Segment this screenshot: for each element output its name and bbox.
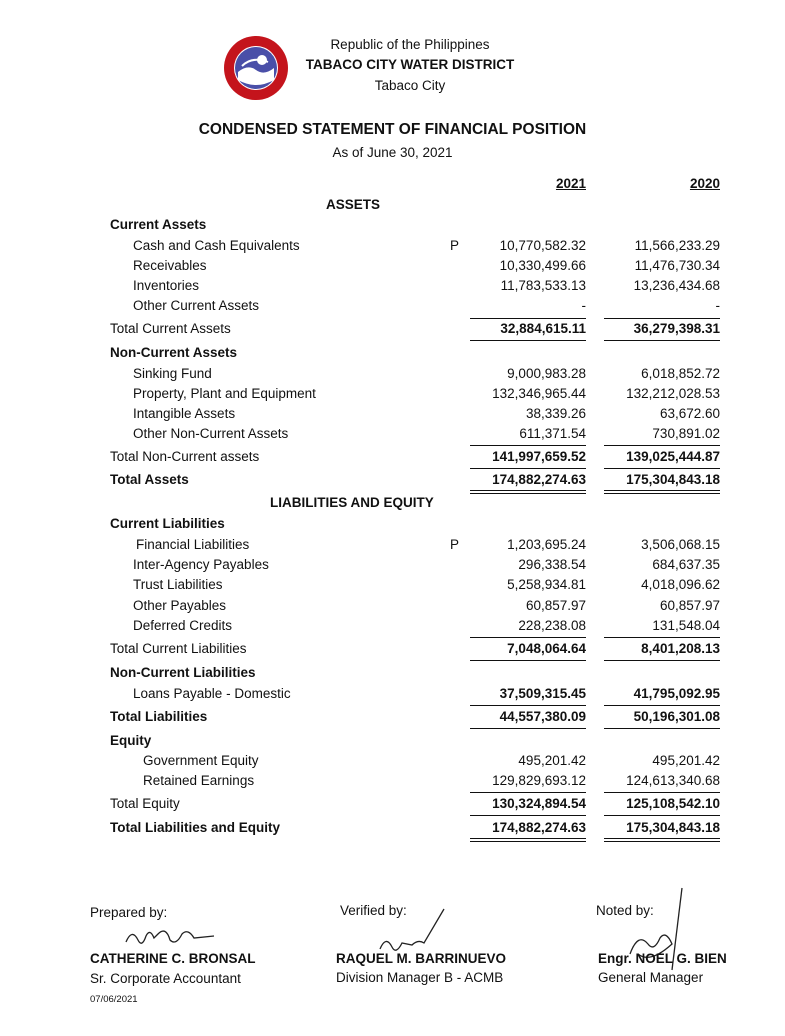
value-2020: 139,025,444.87 (626, 449, 720, 464)
row-label: Sinking Fund (133, 366, 212, 381)
row-label: Receivables (133, 258, 207, 273)
total-rule (604, 815, 720, 816)
total-rule (470, 340, 586, 341)
prepared-by-caption: Prepared by: (90, 905, 168, 920)
total-rule (470, 468, 586, 469)
table-row (0, 278, 785, 298)
row-label: Government Equity (143, 753, 259, 768)
total-rule (604, 660, 720, 661)
row-label: Financial Liabilities (136, 537, 250, 552)
row-label: Other Current Assets (133, 298, 260, 313)
value-2020: 125,108,542.10 (626, 796, 720, 811)
section-label: Equity (110, 733, 152, 748)
value-2021: 5,258,934.81 (507, 577, 586, 592)
verifier-name: RAQUEL M. BARRINUEVO (336, 951, 507, 966)
total-rule (604, 340, 720, 341)
section-label: Non-Current Assets (110, 345, 238, 360)
value-2021: 32,884,615.11 (500, 321, 586, 336)
value-2021: 1,203,695.24 (507, 537, 586, 552)
total-rule (604, 468, 720, 469)
value-2021: 129,829,693.12 (492, 773, 586, 788)
value-2021: 44,557,380.09 (499, 709, 586, 724)
row-label: Inter-Agency Payables (133, 557, 269, 572)
total-rule (470, 660, 586, 661)
value-2021: 9,000,983.28 (507, 366, 586, 381)
value-2021: 38,339.26 (525, 406, 586, 421)
value-2021: 174,882,274.63 (492, 472, 586, 487)
table-row (0, 577, 785, 597)
subtotal-rule (604, 318, 720, 319)
double-rule (604, 838, 720, 842)
value-2020: 50,196,301.08 (633, 709, 720, 724)
total-rule (470, 705, 586, 706)
table-row (0, 537, 785, 557)
value-2020: 41,795,092.95 (633, 686, 720, 701)
value-2020: 3,506,068.15 (641, 537, 720, 552)
row-label: Retained Earnings (143, 773, 255, 788)
double-rule (604, 490, 720, 494)
table-row (0, 298, 785, 318)
value-2021: 296,338.54 (518, 557, 586, 572)
table-row (0, 449, 785, 469)
section-label: Current Assets (110, 217, 207, 232)
value-2020: 11,476,730.34 (634, 258, 720, 273)
subtotal-rule (470, 318, 586, 319)
value-2020: 175,304,843.18 (626, 472, 720, 487)
republic-line: Republic of the Philippines (330, 37, 490, 52)
table-row (0, 665, 785, 685)
verified-by-caption: Verified by: (340, 903, 407, 918)
noter-name: Engr. NOEL G. BIEN (598, 951, 727, 966)
preparer-position: Sr. Corporate Accountant (90, 971, 241, 986)
double-rule (470, 490, 586, 494)
subtotal-rule (604, 637, 720, 638)
value-2021: 174,882,274.63 (492, 820, 586, 835)
row-label: Total Liabilities (110, 709, 208, 724)
value-2021: - (581, 298, 586, 313)
row-label: Deferred Credits (133, 618, 233, 633)
section-label: Current Liabilities (110, 516, 225, 531)
row-label: Loans Payable - Domestic (133, 686, 291, 701)
city-name: Tabaco City (374, 78, 446, 93)
signature-scribble-icon (122, 922, 222, 952)
value-2021: 495,201.42 (518, 753, 586, 768)
subtotal-rule (470, 792, 586, 793)
value-2021: 228,238.08 (518, 618, 586, 633)
row-label: Total Equity (110, 796, 180, 811)
value-2020: 8,401,208.13 (641, 641, 720, 656)
row-label: Property, Plant and Equipment (133, 386, 316, 401)
assets-heading: ASSETS (326, 197, 381, 212)
signature-scribble-icon (620, 884, 700, 984)
value-2021: 10,770,582.32 (499, 238, 586, 253)
value-2021: 132,346,965.44 (492, 386, 586, 401)
table-row (0, 366, 785, 386)
row-label: Intangible Assets (133, 406, 236, 421)
value-2020: 495,201.42 (652, 753, 720, 768)
row-label: Other Non-Current Assets (133, 426, 289, 441)
subtotal-rule (604, 792, 720, 793)
value-2020: 131,548.04 (652, 618, 720, 633)
table-row (0, 820, 785, 840)
table-row (0, 598, 785, 618)
statement-date: As of June 30, 2021 (332, 145, 453, 160)
table-row (0, 406, 785, 426)
row-label: Total Current Assets (110, 321, 231, 336)
row-label: Total Current Liabilities (110, 641, 247, 656)
table-row (0, 217, 785, 237)
table-row (0, 686, 785, 706)
table-row (0, 709, 785, 729)
value-2021: 60,857.97 (525, 598, 586, 613)
table-row (0, 557, 785, 577)
row-label: Other Payables (133, 598, 227, 613)
table-row (0, 258, 785, 278)
prepared-date: 07/06/2021 (90, 994, 138, 1005)
value-2020: 132,212,028.53 (626, 386, 720, 401)
value-2021: 11,783,533.13 (500, 278, 586, 293)
value-2020: 60,857.97 (659, 598, 720, 613)
value-2021: 141,997,659.52 (492, 449, 586, 464)
total-rule (470, 815, 586, 816)
row-label: Trust Liabilities (133, 577, 223, 592)
value-2020: 11,566,233.29 (634, 238, 720, 253)
value-2020: - (715, 298, 720, 313)
value-2020: 124,613,340.68 (626, 773, 720, 788)
verifier-position: Division Manager B - ACMB (336, 970, 504, 985)
table-row (0, 321, 785, 341)
noter-position: General Manager (598, 970, 704, 985)
row-label: Cash and Cash Equivalents (133, 238, 300, 253)
value-2020: 684,637.35 (652, 557, 720, 572)
value-2021: 10,330,499.66 (499, 258, 586, 273)
preparer-name: CATHERINE C. BRONSAL (90, 951, 256, 966)
row-label: Total Non-Current assets (110, 449, 260, 464)
row-label: Total Assets (110, 472, 189, 487)
value-2020: 6,018,852.72 (641, 366, 720, 381)
liabilities-equity-heading: LIABILITIES AND EQUITY (270, 495, 434, 510)
table-row (0, 345, 785, 365)
total-rule (604, 728, 720, 729)
row-label: Total Liabilities and Equity (110, 820, 281, 835)
table-row (0, 386, 785, 406)
value-2020: 4,018,096.62 (641, 577, 720, 592)
water-district-seal-logo (222, 34, 290, 102)
total-rule (470, 728, 586, 729)
peso-sign: P (450, 238, 460, 253)
row-label: Inventories (133, 278, 200, 293)
table-row (0, 641, 785, 661)
total-rule (604, 705, 720, 706)
column-year-2021: 2021 (555, 176, 586, 191)
value-2020: 36,279,398.31 (633, 321, 720, 336)
double-rule (470, 838, 586, 842)
table-row (0, 733, 785, 753)
table-row (0, 773, 785, 793)
table-row (0, 796, 785, 816)
noted-by-caption: Noted by: (596, 903, 654, 918)
value-2021: 130,324,894.54 (492, 796, 586, 811)
value-2020: 730,891.02 (652, 426, 720, 441)
peso-sign: P (450, 537, 460, 552)
value-2021: 37,509,315.45 (499, 686, 586, 701)
value-2020: 13,236,434.68 (633, 278, 720, 293)
value-2020: 175,304,843.18 (626, 820, 720, 835)
table-row (0, 472, 785, 492)
table-row (0, 516, 785, 536)
table-row (0, 426, 785, 446)
table-row (0, 753, 785, 773)
organization-name: TABACO CITY WATER DISTRICT (305, 57, 515, 72)
value-2020: 63,672.60 (659, 406, 720, 421)
table-row (0, 238, 785, 258)
subtotal-rule (604, 445, 720, 446)
column-year-2020: 2020 (689, 176, 720, 191)
subtotal-rule (470, 445, 586, 446)
statement-title: CONDENSED STATEMENT OF FINANCIAL POSITION (198, 121, 587, 138)
section-label: Non-Current Liabilities (110, 665, 256, 680)
value-2021: 611,371.54 (519, 426, 586, 441)
value-2021: 7,048,064.64 (507, 641, 586, 656)
table-row (0, 618, 785, 638)
subtotal-rule (470, 637, 586, 638)
